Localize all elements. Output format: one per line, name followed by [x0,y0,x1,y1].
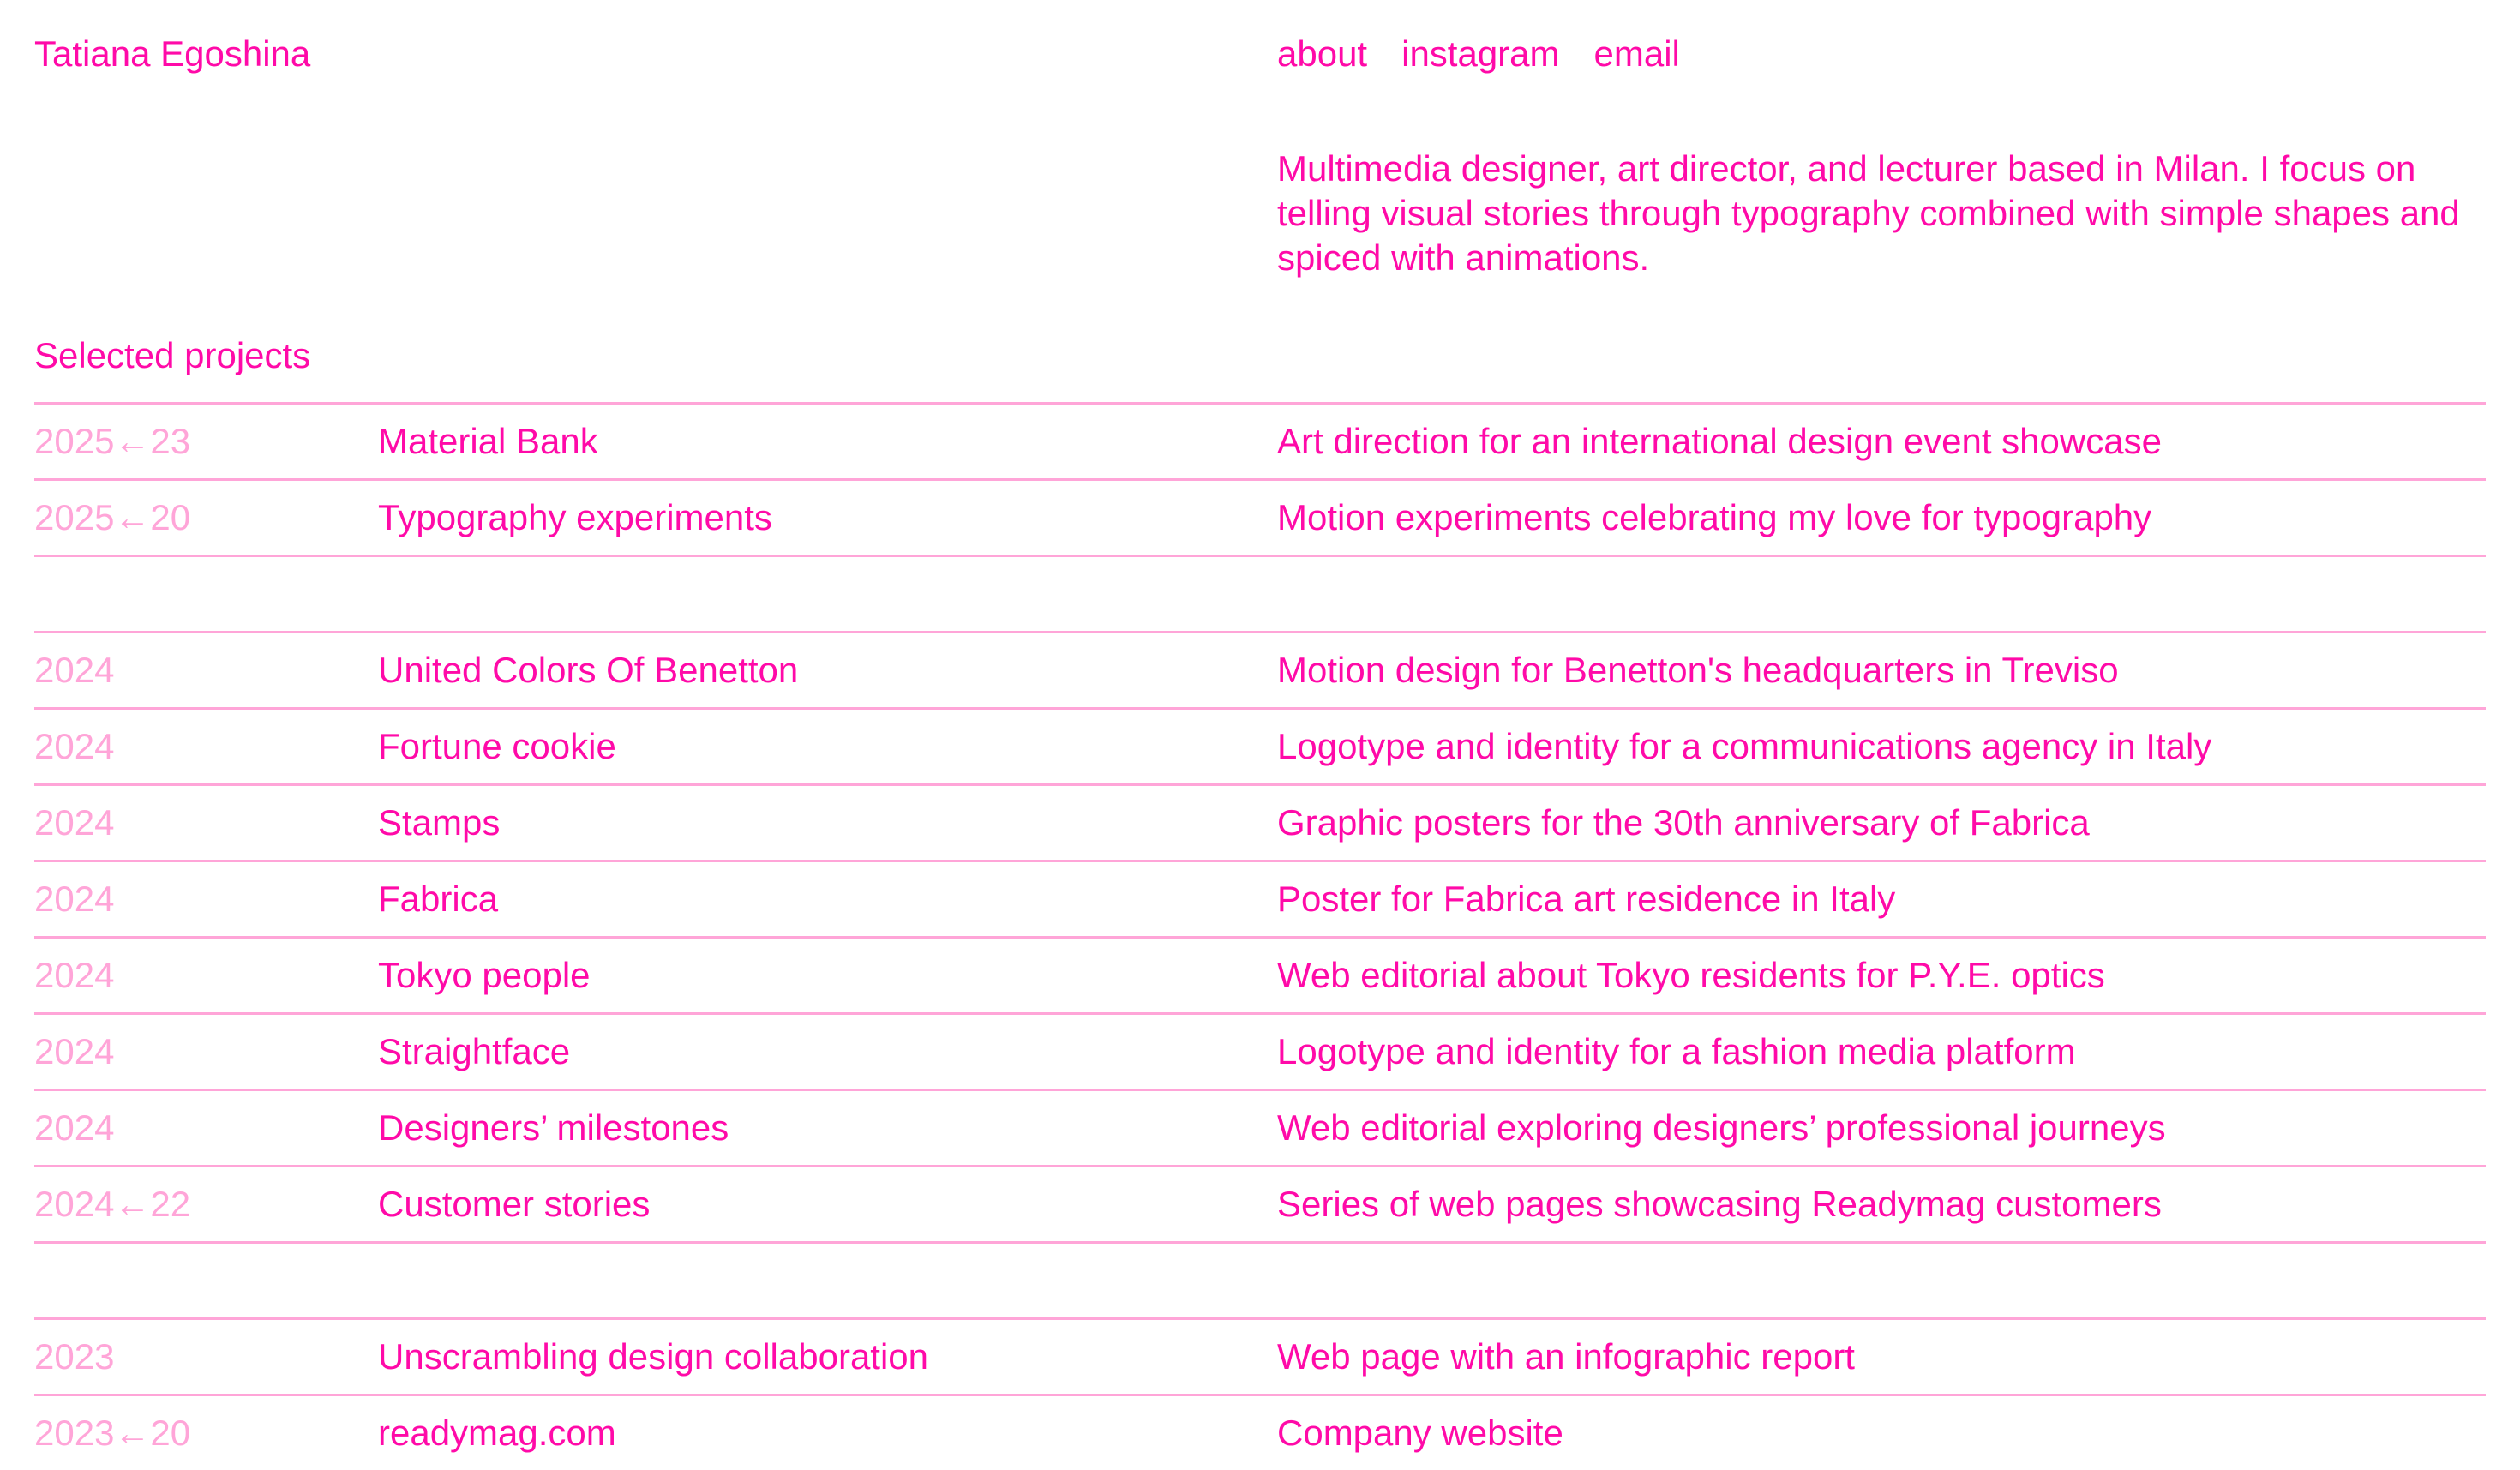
project-row-fortune-cookie[interactable] [34,707,2486,783]
top-nav [1277,33,1680,75]
project-title: United Colors Of Benetton [378,650,799,690]
project-year: 2024 [34,650,115,690]
project-row-readymag[interactable] [34,1394,2486,1470]
project-description: Logotype and identity for a communications agency in Italy [1277,726,2212,766]
project-year: 2023←20 [34,1413,191,1453]
project-row-tokyo-people[interactable] [34,936,2486,1012]
project-row-fabrica[interactable] [34,860,2486,936]
project-year: 2024 [34,726,115,766]
group-spacer [34,557,2486,631]
project-title: readymag.com [378,1413,616,1453]
project-year: 2024←22 [34,1184,191,1224]
project-year: 2025←20 [34,497,191,537]
project-description: Motion design for Benetton's headquarters in Treviso [1277,650,2119,690]
projects-list [34,402,2486,1470]
nav-instagram-link[interactable]: instagram [1401,33,1560,74]
bio-text: Multimedia designer, art director, and lecturer based in Milan. I focus on telling visual stories through typography combined with simple shapes and spiced with animations. [1277,148,2460,278]
project-year: 2024 [34,1107,115,1148]
project-year: 2024 [34,879,115,919]
project-description: Poster for Fabrica art residence in Italy [1277,879,1896,919]
project-description: Logotype and identity for a fashion media platform [1277,1031,2076,1071]
project-title: Fabrica [378,879,499,919]
project-title: Customer stories [378,1184,651,1224]
project-title: Unscrambling design collaboration [378,1336,929,1377]
project-description: Company website [1277,1413,1563,1453]
section-title: Selected projects [34,335,311,375]
project-year: 2024 [34,1031,115,1071]
project-year: 2024 [34,802,115,843]
project-description: Graphic posters for the 30th anniversary of Fabrica [1277,802,2090,843]
project-title: Material Bank [378,421,598,461]
project-row-unscrambling-design[interactable] [34,1317,2486,1394]
project-year: 2025←23 [34,421,191,461]
project-description: Web page with an infographic report [1277,1336,1855,1377]
project-title: Tokyo people [378,955,591,995]
nav-about-link[interactable]: about [1277,33,1368,74]
project-description: Web editorial exploring designers’ professional journeys [1277,1107,2166,1148]
project-row-designers-milestones[interactable] [34,1089,2486,1165]
project-title: Fortune cookie [378,726,616,766]
project-year: 2024 [34,955,115,995]
project-row-customer-stories[interactable] [34,1165,2486,1244]
project-description: Art direction for an international design event showcase [1277,421,2162,461]
project-title: Straightface [378,1031,571,1071]
site-owner-name[interactable]: Tatiana Egoshina [34,33,311,74]
project-title: Typography experiments [378,497,772,537]
project-row-material-bank[interactable] [34,402,2486,478]
project-row-stamps[interactable] [34,783,2486,860]
project-title: Designers’ milestones [378,1107,729,1148]
project-year: 2023 [34,1336,115,1377]
project-description: Series of web pages showcasing Readymag customers [1277,1184,2162,1224]
project-row-straightface[interactable] [34,1012,2486,1089]
project-description: Motion experiments celebrating my love for typography [1277,497,2152,537]
project-description: Web editorial about Tokyo residents for P.Y.E. optics [1277,955,2105,995]
project-row-typography-experiments[interactable] [34,478,2486,557]
project-title: Stamps [378,802,501,843]
nav-email-link[interactable]: email [1593,33,1680,74]
project-row-benetton[interactable] [34,631,2486,707]
group-spacer [34,1244,2486,1317]
